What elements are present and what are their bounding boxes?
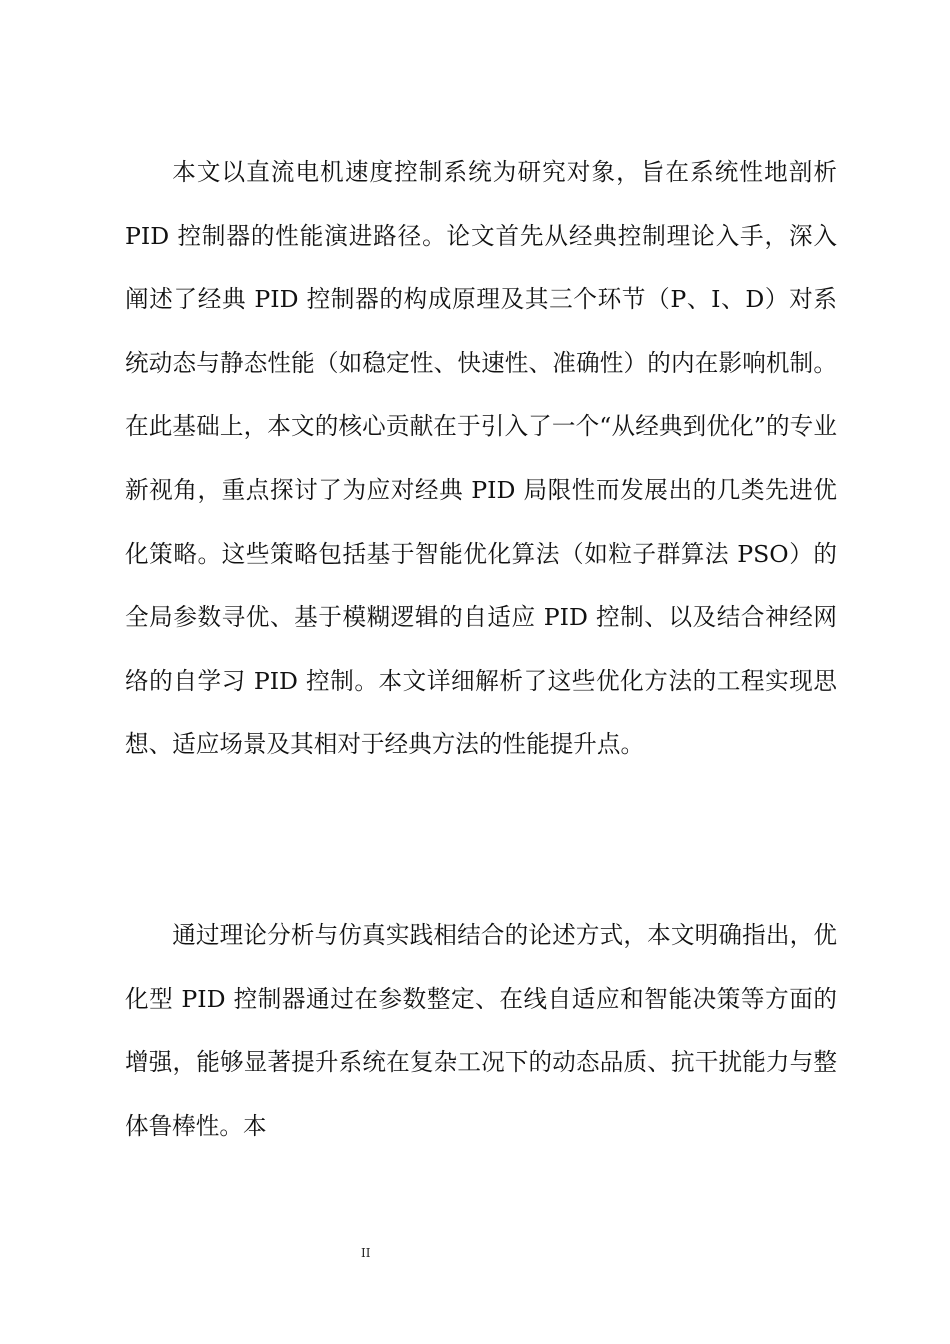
page-number: II — [361, 1246, 371, 1260]
body-paragraph-1: 本文以直流电机速度控制系统为研究对象，旨在系统性地剖析 PID 控制器的性能演进路径。论文首先从经典控制理论入手，深入阐述了经典 PID 控制器的构成原理及其三个环节（P、I、D）对系统动态与静态性能（如稳定性、快速性、准确性）的内在影响机制。在此基础上，本文的核心贡献在于引入了一个“从经典到优化”的专业新视角，重点探讨了为应对经典 PID 局限性而发展出的几类先进优化策略。这些策略包括基于智能优化算法（如粒子群算法 PSO）的全局参数寻优、基于模糊逻辑的自适应 PID 控制、以及结合神经网络的自学习 PID 控制。本文详细解析了这些优化方法的工程实现思想、适应场景及其相对于经典方法的性能提升点。 — [125, 158, 837, 759]
body-paragraph-2: 通过理论分析与仿真实践相结合的论述方式，本文明确指出，优化型 PID 控制器通过在参数整定、在线自适应和智能决策等方面的增强，能够显著提升系统在复杂工况下的动态品质、抗干扰能力与整体鲁棒性。本 — [125, 921, 837, 1140]
